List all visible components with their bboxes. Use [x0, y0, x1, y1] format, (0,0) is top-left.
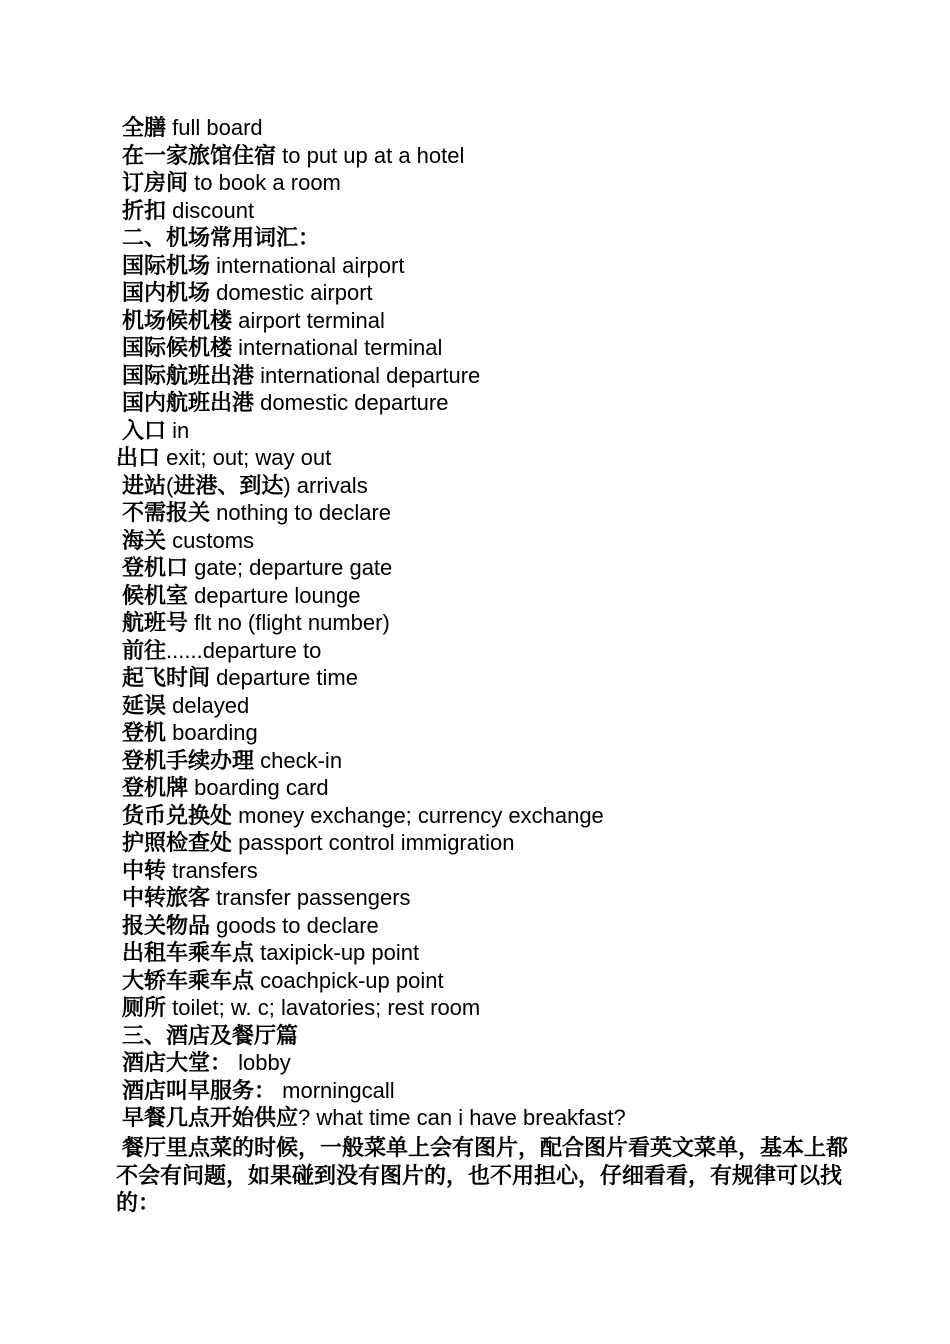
chinese-term: 进站 [122, 472, 167, 498]
chinese-term: 国内航班出港 [122, 390, 255, 415]
list-item [122, 417, 922, 445]
english-definition: coachpick-up point [254, 967, 444, 993]
english-definition: domestic airport [210, 280, 373, 305]
list-item [122, 857, 922, 885]
list-item [122, 527, 922, 555]
list-item [122, 802, 922, 830]
section-heading-text: 二、机场常用词汇： [122, 225, 321, 250]
english-definition: toilet; w. c; lavatories; rest room [166, 995, 481, 1020]
closing-paragraph: 餐厅里点菜的时候，一般菜单上会有图片，配合图片看英文菜单，基本上都不会有问题，如果碰到没有图片的，也不用担心，仔细看看，有规律可以找的： [116, 1135, 849, 1215]
chinese-term: 出租车乘车点 [122, 940, 255, 965]
list-item [122, 939, 922, 967]
chinese-term: 登机牌 [122, 775, 189, 800]
english-definition: passport control immigration [232, 830, 515, 855]
chinese-term: 前往 [122, 637, 167, 663]
english-definition: flt no (flight number) [188, 610, 390, 635]
list-item [122, 307, 922, 335]
chinese-term: 登机 [122, 720, 167, 745]
english-definition: delayed [166, 692, 250, 718]
chinese-term: 大轿车乘车点 [122, 967, 255, 993]
list-item [122, 554, 922, 582]
chinese-term: 订房间 [122, 170, 189, 195]
list-item [122, 609, 922, 637]
chinese-term: 全膳 [122, 115, 167, 140]
list-item [122, 967, 922, 995]
chinese-term: 在一家旅馆住宿 [122, 142, 277, 168]
list-item [122, 334, 922, 362]
list-item [122, 1049, 922, 1077]
english-definition: nothing to declare [210, 500, 392, 525]
list-item [122, 252, 922, 280]
list-item [122, 912, 922, 940]
english-definition: international airport [210, 252, 405, 278]
list-item [122, 362, 922, 390]
list-item [122, 114, 922, 142]
chinese-term: 货币兑换处 [122, 802, 233, 828]
english-definition: international terminal [232, 335, 443, 360]
chinese-term: 不需报关 [122, 500, 211, 525]
english-definition: boarding [166, 720, 258, 745]
chinese-term: 登机口 [122, 555, 189, 580]
chinese-term: 起飞时间 [122, 665, 211, 690]
chinese-term: 护照检查处 [122, 830, 233, 855]
list-item [122, 664, 922, 692]
list-item [122, 1077, 922, 1105]
list-item [122, 142, 922, 170]
english-definition: morningcall [276, 1077, 395, 1103]
english-definition: gate; departure gate [188, 555, 393, 580]
chinese-term: 厕所 [122, 995, 167, 1020]
english-definition: discount [166, 197, 255, 223]
english-definition: lobby [232, 1050, 291, 1075]
list-item [122, 884, 922, 912]
chinese-term: 国际候机楼 [122, 335, 233, 360]
english-definition: boarding card [188, 775, 329, 800]
chinese-term: 中转 [122, 857, 167, 883]
list-item [122, 692, 922, 720]
chinese-term: 折扣 [122, 197, 167, 223]
english-definition: to put up at a hotel [276, 142, 465, 168]
list-item [122, 279, 922, 307]
english-definition-secondary: ) arrivals [283, 472, 368, 498]
english-definition: international departure [254, 362, 481, 388]
chinese-term: 中转旅客 [122, 885, 211, 910]
vocabulary-list [116, 114, 922, 1132]
chinese-term: 机场候机楼 [122, 307, 233, 333]
english-definition: airport terminal [232, 307, 385, 333]
list-item [122, 499, 922, 527]
chinese-term: 早餐几点开始供应 [122, 1105, 299, 1130]
section-heading [122, 224, 922, 252]
list-item [122, 637, 922, 665]
chinese-term-secondary: 进港、到达 [173, 472, 284, 498]
section-heading [122, 1022, 922, 1050]
chinese-term: 国际机场 [122, 252, 211, 278]
english-definition: full board [166, 115, 263, 140]
chinese-term: 国际航班出港 [122, 362, 255, 388]
english-definition: departure lounge [188, 582, 361, 608]
list-item [122, 994, 922, 1022]
english-definition: money exchange; currency exchange [232, 802, 604, 828]
list-item [122, 1104, 922, 1132]
list-item [122, 389, 922, 417]
english-definition: ......departure to [166, 637, 322, 663]
chinese-term: 酒店叫早服务： [122, 1077, 277, 1103]
list-item [122, 774, 922, 802]
english-definition: transfers [166, 857, 258, 883]
list-item [122, 582, 922, 610]
chinese-term: 出口 [116, 445, 161, 470]
english-definition: in [166, 417, 190, 443]
english-definition: goods to declare [210, 912, 379, 938]
english-definition: to book a room [188, 170, 341, 195]
list-item [122, 719, 922, 747]
list-item [122, 747, 922, 775]
english-definition: exit; out; way out [160, 445, 332, 470]
chinese-term: 登机手续办理 [122, 747, 255, 773]
english-definition: taxipick-up point [254, 940, 420, 965]
chinese-term: 延误 [122, 692, 167, 718]
list-item [122, 829, 922, 857]
english-definition: ( [166, 472, 174, 498]
chinese-term: 入口 [122, 417, 167, 443]
english-definition: customs [166, 527, 255, 553]
chinese-term: 候机室 [122, 582, 189, 608]
english-definition: check-in [254, 747, 343, 773]
english-definition: ? what time can i have breakfast? [298, 1105, 626, 1130]
chinese-term: 航班号 [122, 610, 189, 635]
list-item [122, 169, 922, 197]
list-item [122, 197, 922, 225]
list-item [122, 472, 922, 500]
english-definition: transfer passengers [210, 885, 411, 910]
chinese-term: 报关物品 [122, 912, 211, 938]
english-definition: departure time [210, 665, 358, 690]
chinese-term: 酒店大堂： [122, 1050, 233, 1075]
chinese-term: 国内机场 [122, 280, 211, 305]
section-heading-text: 三、酒店及餐厅篇 [122, 1022, 299, 1048]
english-definition: domestic departure [254, 390, 449, 415]
list-item [116, 444, 922, 472]
chinese-term: 海关 [122, 527, 167, 553]
